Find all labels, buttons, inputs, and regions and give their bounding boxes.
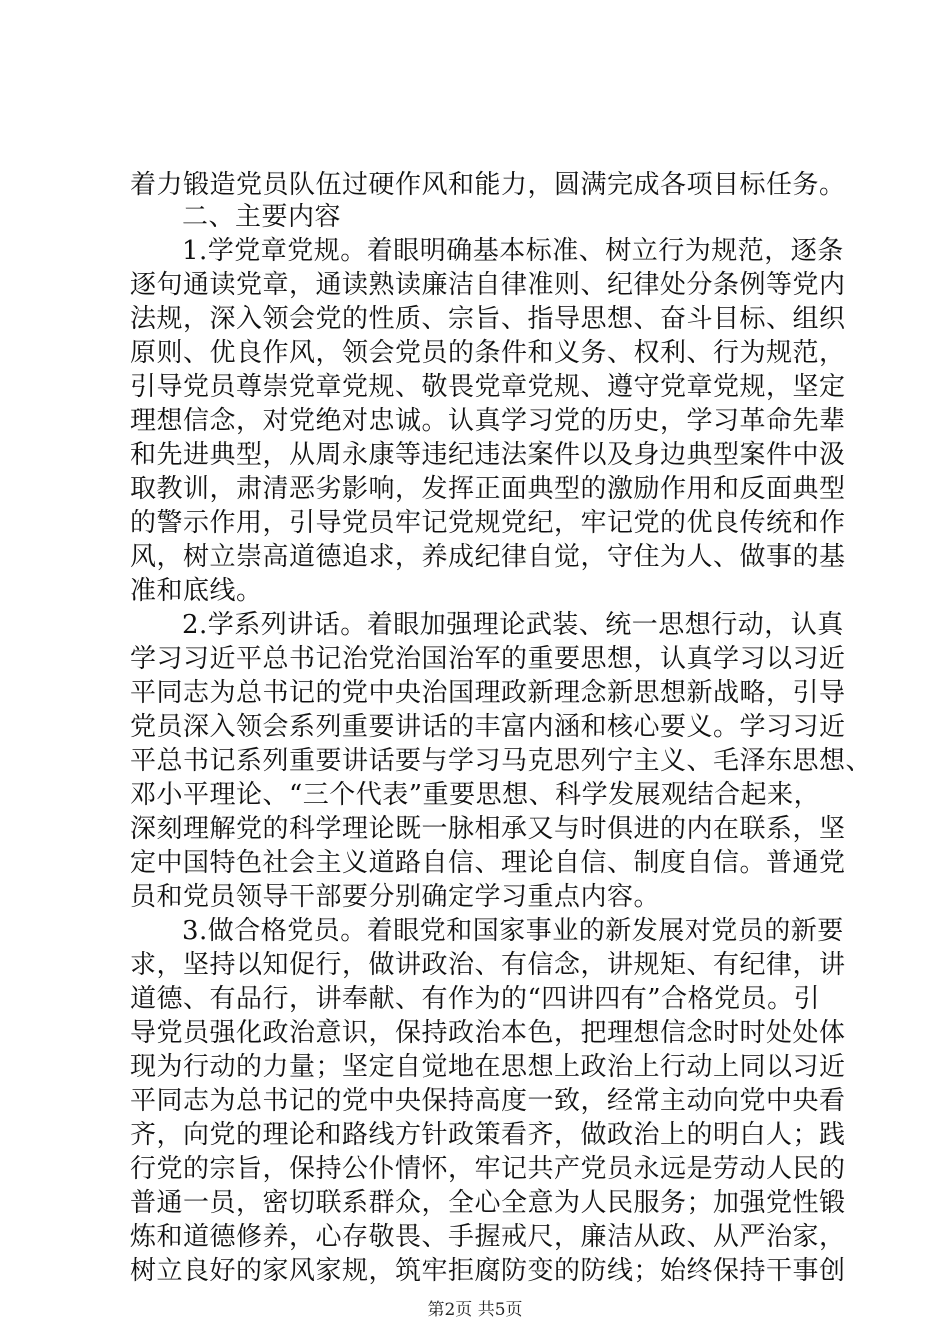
text-line: 平同志为总书记的党中央保持高度一致，经常主动向党中央看	[130, 1086, 846, 1116]
text-line: 树立良好的家风家规，筑牢拒腐防变的防线；始终保持干事创	[130, 1256, 846, 1286]
text-line: 风，树立崇高道德追求，养成纪律自觉，守住为人、做事的基	[130, 542, 846, 572]
text-line: 逐句通读党章，通读熟读廉洁自律准则、纪律处分条例等党内	[130, 270, 846, 300]
text-line: 准和底线。	[130, 576, 263, 606]
text-line: 原则、优良作风，领会党员的条件和义务、权利、行为规范，	[130, 338, 846, 368]
text-line: 平总书记系列重要讲话要与学习马克思列宁主义、毛泽东思想、	[130, 746, 873, 776]
text-line: 理想信念，对党绝对忠诚。认真学习党的历史，学习革命先辈	[130, 406, 846, 436]
text-line: 道德、有品行，讲奉献、有作为的“四讲四有”合格党员。引	[130, 984, 821, 1014]
text-line: 党员深入领会系列重要讲话的丰富内涵和核心要义。学习习近	[130, 712, 846, 742]
text-line: 1.学党章党规。着眼明确基本标准、树立行为规范，逐条	[182, 236, 844, 266]
text-line: 炼和道德修养，心存敬畏、手握戒尺，廉洁从政、从严治家，	[130, 1222, 846, 1252]
text-line: 导党员强化政治意识，保持政治本色，把理想信念时时处处体	[130, 1018, 846, 1048]
text-line: 定中国特色社会主义道路自信、理论自信、制度自信。普通党	[130, 848, 846, 878]
text-line: 邓小平理论、“三个代表”重要思想、科学发展观结合起来，	[130, 780, 821, 810]
text-line: 引导党员尊崇党章党规、敬畏党章党规、遵守党章党规，坚定	[130, 372, 846, 402]
text-line: 取教训，肃清恶劣影响，发挥正面典型的激励作用和反面典型	[130, 474, 846, 504]
text-line: 学习习近平总书记治党治国治军的重要思想，认真学习以习近	[130, 644, 846, 674]
text-line: 行党的宗旨，保持公仆情怀，牢记共产党员永远是劳动人民的	[130, 1154, 846, 1184]
text-line: 齐，向党的理论和路线方针政策看齐，做政治上的明白人；践	[130, 1120, 846, 1150]
text-line: 求，坚持以知促行，做讲政治、有信念，讲规矩、有纪律，讲	[130, 950, 846, 980]
section-heading: 二、主要内容	[182, 202, 342, 232]
text-line: 员和党员领导干部要分别确定学习重点内容。	[130, 882, 661, 912]
text-line: 深刻理解党的科学理论既一脉相承又与时俱进的内在联系，坚	[130, 814, 846, 844]
text-line: 着力锻造党员队伍过硬作风和能力，圆满完成各项目标任务。	[130, 170, 846, 200]
text-line: 现为行动的力量；坚定自觉地在思想上政治上行动上同以习近	[130, 1052, 846, 1082]
page-number-footer: 第2页 共5页	[427, 1300, 523, 1320]
text-line: 平同志为总书记的党中央治国理政新理念新思想新战略，引导	[130, 678, 846, 708]
text-line: 普通一员，密切联系群众，全心全意为人民服务；加强党性锻	[130, 1188, 846, 1218]
text-line: 法规，深入领会党的性质、宗旨、指导思想、奋斗目标、组织	[130, 304, 846, 334]
text-line: 3.做合格党员。着眼党和国家事业的新发展对党员的新要	[182, 916, 844, 946]
text-line: 和先进典型，从周永康等违纪违法案件以及身边典型案件中汲	[130, 440, 846, 470]
text-line: 的警示作用，引导党员牢记党规党纪，牢记党的优良传统和作	[130, 508, 846, 538]
text-line: 2.学系列讲话。着眼加强理论武装、统一思想行动，认真	[182, 610, 844, 640]
